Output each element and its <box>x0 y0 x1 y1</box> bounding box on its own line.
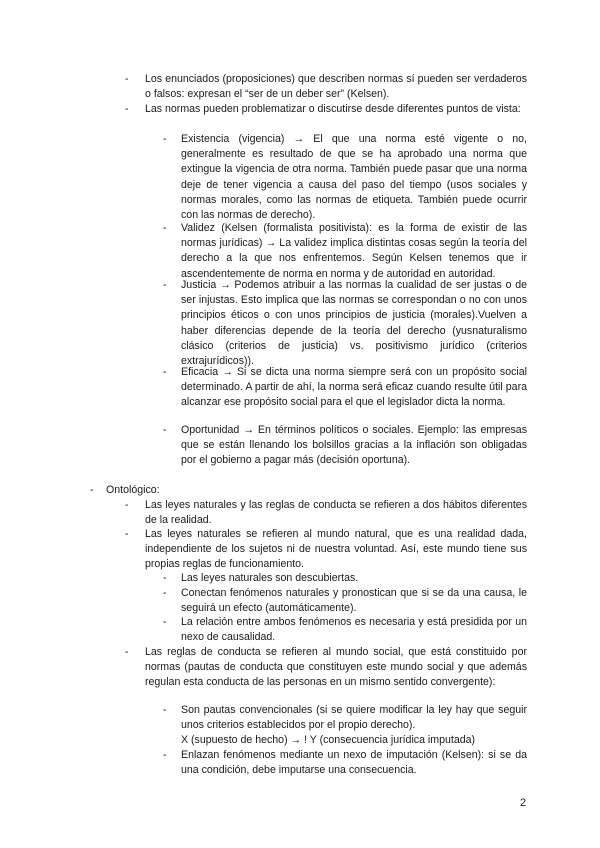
list-item-text: Enlazan fenómenos mediante un nexo de imputación (Kelsen): si se da una condición, debe imputarse una consecuencia. <box>181 749 527 777</box>
bullet-dash: - <box>163 572 167 584</box>
bullet-dash: - <box>125 103 129 115</box>
section-heading <box>90 483 526 498</box>
list-item-text: Las leyes naturales son descubiertas. <box>181 572 359 584</box>
list-item <box>163 221 527 282</box>
list-item <box>125 72 527 102</box>
list-item-text: La relación entre ambos fenómenos es necesaria y está presidida por un nexo de causalidad. <box>181 616 527 644</box>
bullet-dash: - <box>163 616 167 628</box>
list-item <box>125 645 527 691</box>
bullet-dash: - <box>163 366 167 378</box>
list-item-text: Los enunciados (proposiciones) que describen normas sí pueden ser verdaderos o falsos: expresan el “ser de un deber ser” (Kelsen). <box>145 73 527 101</box>
bullet-dash: - <box>125 646 129 658</box>
list-item-text: Justicia → Podemos atribuir a las normas la cualidad de ser justas o de ser injustas. Esto implica que las normas se correspondan o no con unos principios éticos o con unos principios de justicia (morales).Vuelven a haber diferencias depende de la teoría del derecho (yusnaturalismo clásico (criterios de justicia) vs. positivismo jurídico (criterios extrajurídicos)). <box>181 279 527 368</box>
formula-line: X (supuesto de hecho) → ! Y (consecuencia jurídica imputada) <box>181 734 476 746</box>
bullet-dash: - <box>125 73 129 85</box>
list-item-text: Son pautas convencionales (si se quiere modificar la ley hay que seguir unos criterios establecidos por el propio derecho). <box>181 704 527 732</box>
list-item-text: Las normas pueden problematizar o discutirse desde diferentes puntos de vista: <box>145 103 521 115</box>
bullet-dash: - <box>163 749 167 761</box>
bullet-dash: - <box>163 133 167 145</box>
bullet-dash: - <box>163 704 167 716</box>
list-item-text: Existencia (vigencia) → El que una norma esté vigente o no, generalmente es resultado de que se ha aprobado una norma que extingue la vigencia de otra norma. También puede pasar que una norma deje de tener vigencia a causa del paso del tiempo (usos sociales y normas morales, como las normas de etiqueta. También puede ocurrir con las normas de derecho). <box>181 133 527 222</box>
list-item-text: Las reglas de conducta se refieren al mundo social, que está constituido por normas (pautas de conducta que constituyen este mundo social y que además regulan esta conducta de las personas en un mismo sentido convergente): <box>145 646 527 689</box>
list-item <box>163 586 527 616</box>
list-item-text: Eficacia → Si se dicta una norma siempre será con un propósito social determinado. A partir de ahí, la norma será eficaz cuando resulte útil para alcanzar ese propósito social para el que el legislador dicta la norma. <box>181 366 527 409</box>
list-item-text: Conectan fenómenos naturales y pronostican que si se da una causa, le seguirá un efecto (automáticamente). <box>181 587 527 615</box>
list-item <box>125 498 527 528</box>
list-item <box>163 132 527 223</box>
page-number: 2 <box>520 797 527 809</box>
bullet-dash: - <box>125 499 129 511</box>
section-heading-text: Ontológico: <box>106 484 160 496</box>
bullet-dash: - <box>163 279 167 291</box>
list-item-text: Validez (Kelsen (formalista positivista): es la forma de existir de las normas jurídicas) → La validez implica distintas cosas según la teoría del derecho a la que nos enfrentemos. Según Kelsen tenemos que ir ascendentemente de norma en norma y de autoridad en autoridad. <box>181 222 527 280</box>
list-item <box>125 102 527 117</box>
list-item <box>163 423 527 469</box>
list-item <box>163 278 527 369</box>
list-item <box>163 615 527 645</box>
bullet-dash: - <box>163 587 167 599</box>
list-item-text: Las leyes naturales se refieren al mundo natural, que es una realidad dada, independiente de los sujetos ni de nuestra voluntad. Así, este mundo tiene sus propias reglas de funcionamiento. <box>145 528 527 571</box>
list-item <box>163 365 527 411</box>
list-item-text: Las leyes naturales y las reglas de conducta se refieren a dos hábitos diferentes de la realidad. <box>145 499 527 527</box>
bullet-dash: - <box>163 222 167 234</box>
bullet-dash: - <box>163 424 167 436</box>
list-item <box>125 527 527 573</box>
list-item <box>163 748 527 778</box>
list-item <box>163 571 527 586</box>
list-item <box>163 703 527 733</box>
bullet-dash: - <box>125 528 129 540</box>
bullet-dash: - <box>90 484 94 496</box>
list-item-text: Oportunidad → En términos políticos o sociales. Ejemplo: las empresas que se están llenando los bolsillos gracias a la inflación son obligadas por el gobierno a pagar más (decisión oportuna). <box>181 424 527 467</box>
